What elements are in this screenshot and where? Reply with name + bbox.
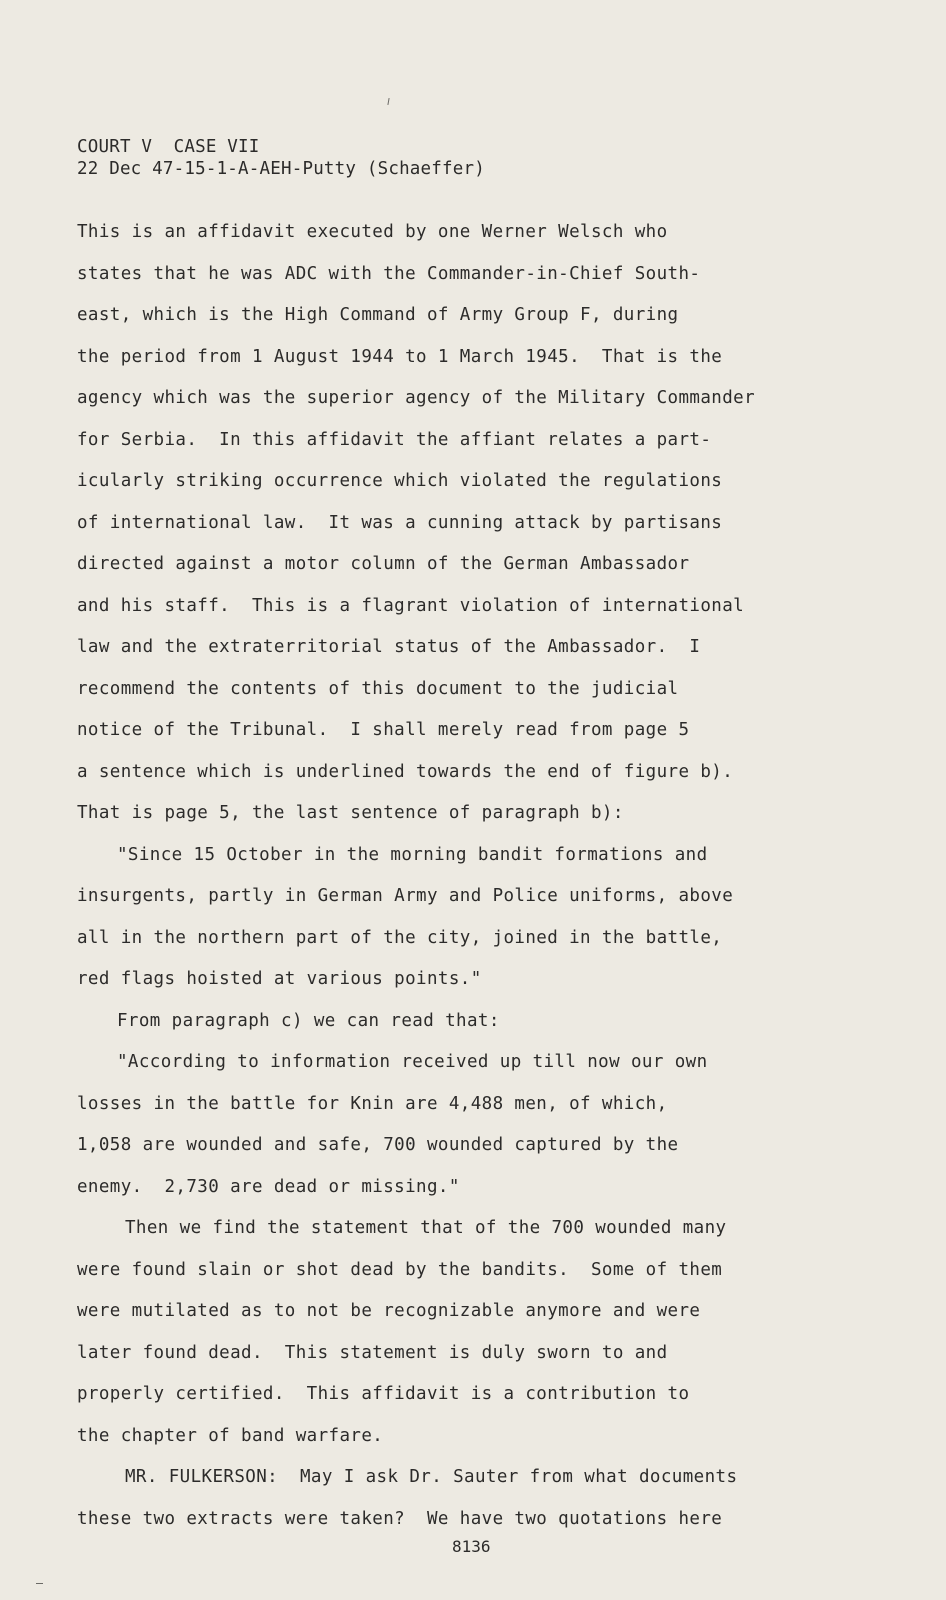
quote-line: enemy. 2,730 are dead or missing." xyxy=(77,1176,460,1197)
header-court-case: COURT V CASE VII xyxy=(77,137,260,157)
body-line: agency which was the superior agency of the Military Commander xyxy=(77,388,756,408)
quote-line: "Since 15 October in the morning bandit formations and xyxy=(117,844,708,865)
header-reference: 22 Dec 47-15-1-A-AEH-Putty (Schaeffer) xyxy=(77,159,485,179)
speaker-line: MR. FULKERSON: May I ask Dr. Sauter from what documents xyxy=(125,1467,738,1487)
body-line: the chapter of band warfare. xyxy=(77,1425,384,1446)
quote-line: all in the northern part of the city, joined in the battle, xyxy=(77,927,723,948)
quote-line: 1,058 are wounded and safe, 700 wounded captured by the xyxy=(77,1135,679,1155)
body-line: and his staff. This is a flagrant violation of international xyxy=(77,595,745,616)
quote-line: insurgents, partly in German Army and Police uniforms, above xyxy=(77,886,734,906)
body-line: a sentence which is underlined towards the end of figure b). xyxy=(77,761,734,782)
document-header xyxy=(77,136,485,180)
body-line: were mutilated as to not be recognizable anymore and were xyxy=(77,1301,701,1321)
body-line: properly certified. This affidavit is a contribution to xyxy=(77,1384,690,1404)
body-line: of international law. It was a cunning attack by partisans xyxy=(77,512,723,533)
body-line: recommend the contents of this document to the judicial xyxy=(77,678,679,699)
quote-line: red flags hoisted at various points." xyxy=(77,969,482,989)
body-line: notice of the Tribunal. I shall merely read from page 5 xyxy=(77,720,690,740)
body-line: directed against a motor column of the German Ambassador xyxy=(77,554,690,574)
scan-mark xyxy=(387,98,389,105)
quote-line: "According to information received up till now our own xyxy=(117,1052,708,1072)
body-line: That is page 5, the last sentence of paragraph b): xyxy=(77,803,624,823)
body-line: This is an affidavit executed by one Werner Welsch who xyxy=(77,222,668,242)
body-line: From paragraph c) we can read that: xyxy=(117,1010,500,1031)
body-line: law and the extraterritorial status of the Ambassador. I xyxy=(77,637,701,657)
page-number: 8136 xyxy=(452,1537,491,1556)
body-line: were found slain or shot dead by the bandits. Some of them xyxy=(77,1259,723,1280)
scan-mark xyxy=(36,1583,43,1584)
body-line: the period from 1 August 1944 to 1 March 1945. That is the xyxy=(77,346,723,367)
body-line: Then we find the statement that of the 700 wounded many xyxy=(125,1218,727,1238)
body-line: these two extracts were taken? We have two quotations here xyxy=(77,1508,723,1529)
body-line: states that he was ADC with the Commander-in-Chief South- xyxy=(77,263,701,284)
body-line: later found dead. This statement is duly sworn to and xyxy=(77,1342,668,1363)
body-line: for Serbia. In this affidavit the affiant relates a part- xyxy=(77,429,712,450)
quote-line: losses in the battle for Knin are 4,488 men, of which, xyxy=(77,1093,668,1114)
transcript-body xyxy=(77,212,877,1540)
body-line: icularly striking occurrence which violated the regulations xyxy=(77,471,723,491)
body-line: east, which is the High Command of Army Group F, during xyxy=(77,305,679,325)
